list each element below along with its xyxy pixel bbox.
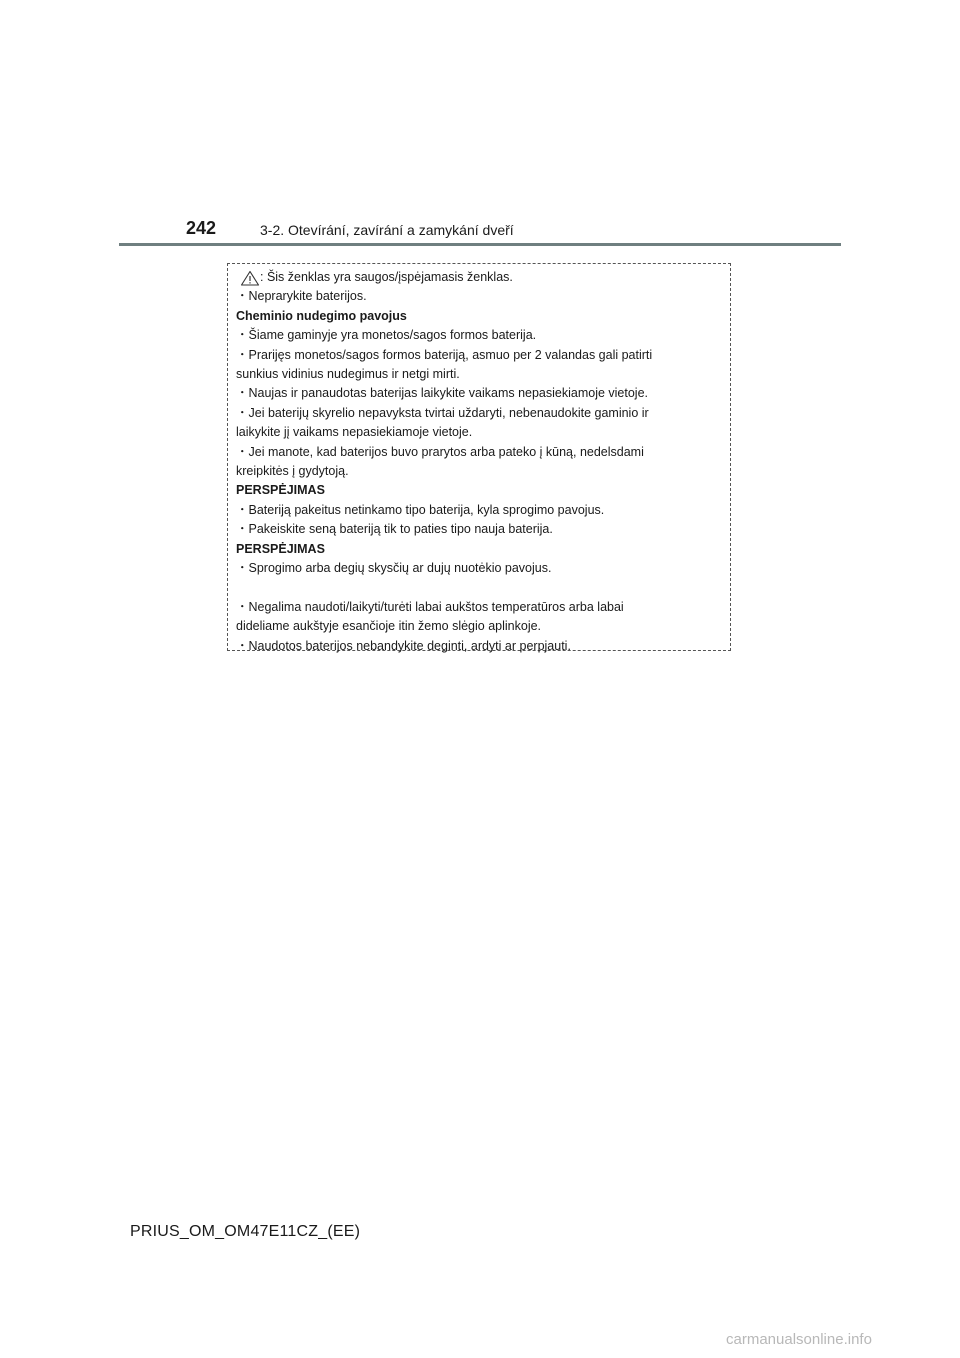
notice-line: ・Negalima naudoti/laikyti/turėti labai aukštos temperatūros arba labai — [236, 599, 624, 614]
notice-heading: PERSPĖJIMAS — [236, 483, 325, 498]
notice-line: ・Šiame gaminyje yra monetos/sagos formos baterija. — [236, 328, 537, 343]
notice-heading: PERSPĖJIMAS — [236, 541, 325, 556]
warning-symbol-line — [236, 268, 722, 287]
notice-line: ・Jei baterijų skyrelio nepavyksta tvirtai uždaryti, nebenaudokite gaminio ir — [236, 405, 649, 420]
notice-line: ・Pakeiskite seną bateriją tik to paties tipo nauja baterija. — [236, 522, 553, 537]
page-number: 242 — [186, 218, 217, 238]
notice-line: ・Bateriją pakeitus netinkamo tipo baterija, kyla sprogimo pavojus. — [236, 502, 605, 517]
notice-line: ・Naujas ir panaudotas baterijas laikykite vaikams nepasiekiamoje vietoje. — [236, 386, 649, 401]
notice-line: ・Jei manote, kad baterijos buvo prarytos arba pateko į kūną, nedelsdami — [236, 444, 644, 459]
notice-box — [227, 263, 731, 651]
notice-line: dideliame aukštyje esančioje itin žemo slėgio aplinkoje. — [236, 619, 542, 634]
warning-symbol-text: : Šis ženklas yra saugos/įspėjamasis ženklas. — [260, 270, 513, 284]
notice-line: laikykite jį vaikams nepasiekiamoje vietoje. — [236, 425, 473, 440]
notice-line: ・Prarijęs monetos/sagos formos bateriją, asmuo per 2 valandas gali patirti — [236, 347, 653, 362]
section-title: 3-2. Otevírání, zavírání a zamykání dveří — [260, 222, 514, 238]
document-code: PRIUS_OM_OM47E11CZ_(EE) — [130, 1223, 361, 1240]
notice-line: ・Sprogimo arba degių skysčių ar dujų nuotėkio pavojus. — [236, 561, 552, 576]
notice-spacer — [236, 579, 722, 598]
watermark: carmanualsonline.info — [726, 1331, 872, 1348]
notice-heading: Cheminio nudegimo pavojus — [236, 308, 407, 323]
notice-line: sunkius vidinius nudegimus ir netgi mirti. — [236, 367, 460, 382]
notice-line: ・Neprarykite baterijos. — [236, 289, 367, 304]
notice-line: ・Naudotos baterijos nebandykite deginti, ardyti ar perpjauti. — [236, 638, 571, 653]
header-rule — [119, 243, 841, 246]
warning-triangle-icon — [240, 270, 260, 286]
notice-line: kreipkitės į gydytoją. — [236, 464, 349, 479]
